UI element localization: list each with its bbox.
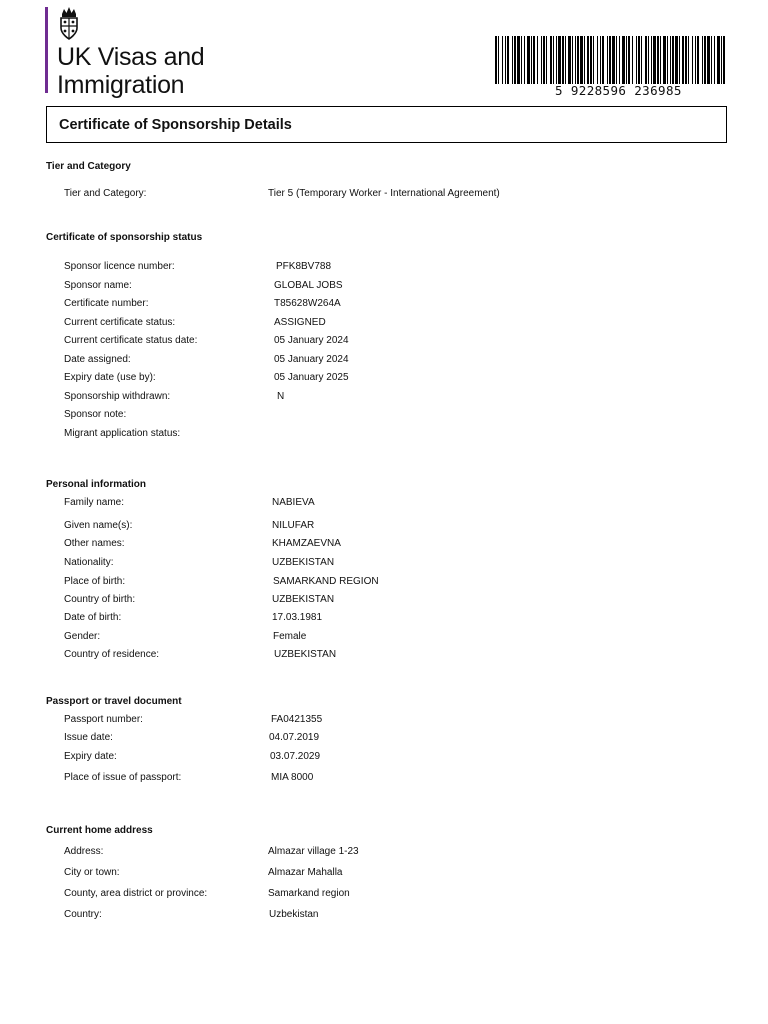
field-value-expiry-use-by: 05 January 2025	[274, 372, 349, 383]
title-box	[46, 106, 727, 143]
barcode-stripe	[692, 36, 693, 84]
barcode-number: 5 9228596 236985	[555, 83, 682, 98]
barcode-stripe	[636, 36, 637, 84]
barcode-stripe	[697, 36, 699, 84]
section-heading-personal: Personal information	[46, 479, 147, 490]
field-value-certificate-status: ASSIGNED	[274, 317, 326, 328]
barcode-stripe	[653, 36, 656, 84]
field-value-date-assigned: 05 January 2024	[274, 354, 349, 365]
barcode-stripe	[616, 36, 617, 84]
brand-accent-bar	[45, 7, 48, 93]
field-label-county: County, area district or province:	[64, 888, 208, 899]
barcode-stripe	[524, 36, 525, 84]
field-value-family-name: NABIEVA	[272, 497, 315, 508]
brand-wordmark	[57, 43, 204, 99]
barcode-stripe	[702, 36, 703, 84]
barcode-stripe	[707, 36, 710, 84]
barcode-stripe	[651, 36, 652, 84]
barcode-stripe	[721, 36, 722, 84]
field-label-sponsorship-withdrawn: Sponsorship withdrawn:	[64, 391, 171, 402]
barcode-stripe	[688, 36, 689, 84]
field-value-other-names: KHAMZAEVNA	[272, 538, 341, 549]
brand-line-2: Immigration	[57, 71, 185, 99]
field-value-country-of-birth: UZBEKISTAN	[272, 594, 335, 605]
barcode-stripe	[638, 36, 640, 84]
barcode-stripe	[632, 36, 633, 84]
barcode-stripe	[682, 36, 684, 84]
barcode-stripe	[663, 36, 666, 84]
barcode-stripe	[645, 36, 647, 84]
barcode-stripe	[541, 36, 542, 84]
field-label-family-name: Family name:	[64, 497, 125, 508]
field-label-tier-category: Tier and Category:	[64, 188, 147, 199]
field-label-sponsor-note: Sponsor note:	[64, 409, 127, 420]
barcode-stripe	[517, 36, 520, 84]
barcode-stripe	[521, 36, 522, 84]
barcode-stripe	[670, 36, 671, 84]
field-label-gender: Gender:	[64, 631, 101, 642]
barcode-stripe	[550, 36, 552, 84]
field-value-status-date: 05 January 2024	[274, 335, 349, 346]
barcode-stripe	[667, 36, 668, 84]
barcode-stripe	[577, 36, 579, 84]
barcode-stripe	[556, 36, 557, 84]
barcode-stripe	[495, 36, 497, 84]
field-label-expiry-use-by: Expiry date (use by):	[64, 372, 156, 383]
field-value-passport-number: FA0421355	[271, 714, 323, 725]
barcode-stripe	[675, 36, 678, 84]
barcode-stripe	[609, 36, 611, 84]
barcode-stripe	[711, 36, 712, 84]
field-label-nationality: Nationality:	[64, 557, 114, 568]
barcode-stripe	[565, 36, 566, 84]
field-value-country: Uzbekistan	[269, 909, 319, 920]
field-label-country: Country:	[64, 909, 102, 920]
field-label-certificate-status: Current certificate status:	[64, 317, 176, 328]
field-value-country-of-residence: UZBEKISTAN	[274, 649, 337, 660]
field-label-city: City or town:	[64, 867, 120, 878]
barcode-stripe	[593, 36, 594, 84]
field-value-given-names: NILUFAR	[272, 520, 315, 531]
barcode-stripe	[498, 36, 499, 84]
field-value-city: Almazar Mahalla	[268, 867, 343, 878]
barcode-stripe	[641, 36, 642, 84]
barcode-stripe	[723, 36, 725, 84]
field-label-migrant-application-status: Migrant application status:	[64, 428, 181, 439]
barcode-stripe	[514, 36, 516, 84]
barcode-stripe	[572, 36, 573, 84]
barcode-stripe	[502, 36, 503, 84]
field-value-gender: Female	[273, 631, 307, 642]
field-value-date-of-birth: 17.03.1981	[272, 612, 323, 623]
field-label-country-of-birth: Country of birth:	[64, 594, 136, 605]
field-label-country-of-residence: Country of residence:	[64, 649, 160, 660]
section-heading-passport: Passport or travel document	[46, 696, 182, 707]
barcode-stripe	[672, 36, 674, 84]
barcode-stripe	[531, 36, 532, 84]
barcode-stripe	[626, 36, 627, 84]
barcode-stripe	[695, 36, 696, 84]
barcode-stripe	[568, 36, 571, 84]
barcode-stripe	[575, 36, 576, 84]
field-label-other-names: Other names:	[64, 538, 125, 549]
field-value-issue-date: 04.07.2019	[269, 732, 320, 743]
barcode-stripe	[660, 36, 661, 84]
barcode-stripe	[558, 36, 561, 84]
section-heading-status: Certificate of sponsorship status	[46, 232, 203, 243]
barcode-stripe	[704, 36, 706, 84]
barcode-stripe	[607, 36, 608, 84]
barcode-stripe	[619, 36, 620, 84]
field-value-address: Almazar village 1-23	[268, 846, 359, 857]
field-value-certificate-number: T85628W264A	[274, 298, 341, 309]
field-label-address: Address:	[64, 846, 104, 857]
field-label-expiry-date: Expiry date:	[64, 751, 117, 762]
barcode-stripe	[584, 36, 585, 84]
field-value-tier-category: Tier 5 (Temporary Worker - International Agreement)	[268, 188, 500, 199]
field-label-passport-number: Passport number:	[64, 714, 143, 725]
barcode-stripe	[717, 36, 720, 84]
barcode-stripe	[546, 36, 547, 84]
section-heading-address: Current home address	[46, 825, 153, 836]
barcode-stripe	[679, 36, 680, 84]
barcode-stripe	[597, 36, 598, 84]
field-label-status-date: Current certificate status date:	[64, 335, 198, 346]
field-label-date-of-birth: Date of birth:	[64, 612, 122, 623]
field-label-place-of-issue: Place of issue of passport:	[64, 772, 182, 783]
barcode-stripe	[533, 36, 535, 84]
barcode-stripe	[612, 36, 615, 84]
field-label-sponsor-licence: Sponsor licence number:	[64, 261, 175, 272]
barcode-stripe	[562, 36, 564, 84]
field-label-place-of-birth: Place of birth:	[64, 576, 126, 587]
barcode-stripe	[537, 36, 538, 84]
barcode-stripe	[600, 36, 601, 84]
field-value-county: Samarkand region	[268, 888, 350, 899]
barcode-stripe	[590, 36, 592, 84]
barcode-image	[495, 36, 727, 84]
barcode-stripe	[657, 36, 659, 84]
field-value-place-of-birth: SAMARKAND REGION	[273, 576, 379, 587]
barcode-stripe	[622, 36, 625, 84]
field-label-date-assigned: Date assigned:	[64, 354, 131, 365]
field-label-given-names: Given name(s):	[64, 520, 133, 531]
field-value-sponsor-name: GLOBAL JOBS	[274, 280, 343, 291]
field-value-expiry-date: 03.07.2029	[270, 751, 321, 762]
barcode-stripe	[553, 36, 554, 84]
field-value-sponsor-licence: PFK8BV788	[276, 261, 332, 272]
barcode-stripe	[685, 36, 687, 84]
page-title: Certificate of Sponsorship Details	[59, 117, 292, 133]
barcode-stripe	[512, 36, 513, 84]
barcode-stripe	[714, 36, 715, 84]
barcode-stripe	[628, 36, 630, 84]
barcode-stripe	[543, 36, 545, 84]
barcode-stripe	[648, 36, 649, 84]
field-label-certificate-number: Certificate number:	[64, 298, 149, 309]
field-value-place-of-issue: MIA 8000	[271, 772, 314, 783]
field-value-sponsorship-withdrawn: N	[277, 391, 285, 402]
barcode-stripe	[527, 36, 530, 84]
field-label-sponsor-name: Sponsor name:	[64, 280, 132, 291]
barcode-stripe	[505, 36, 506, 84]
barcode-stripe	[587, 36, 589, 84]
barcode-stripe	[602, 36, 604, 84]
section-heading-tier: Tier and Category	[46, 161, 131, 172]
barcode-stripe	[580, 36, 583, 84]
field-label-issue-date: Issue date:	[64, 732, 113, 743]
barcode-stripe	[507, 36, 509, 84]
field-value-nationality: UZBEKISTAN	[272, 557, 335, 568]
royal-crest-icon	[56, 6, 82, 42]
brand-line-1: UK Visas and	[57, 43, 205, 71]
